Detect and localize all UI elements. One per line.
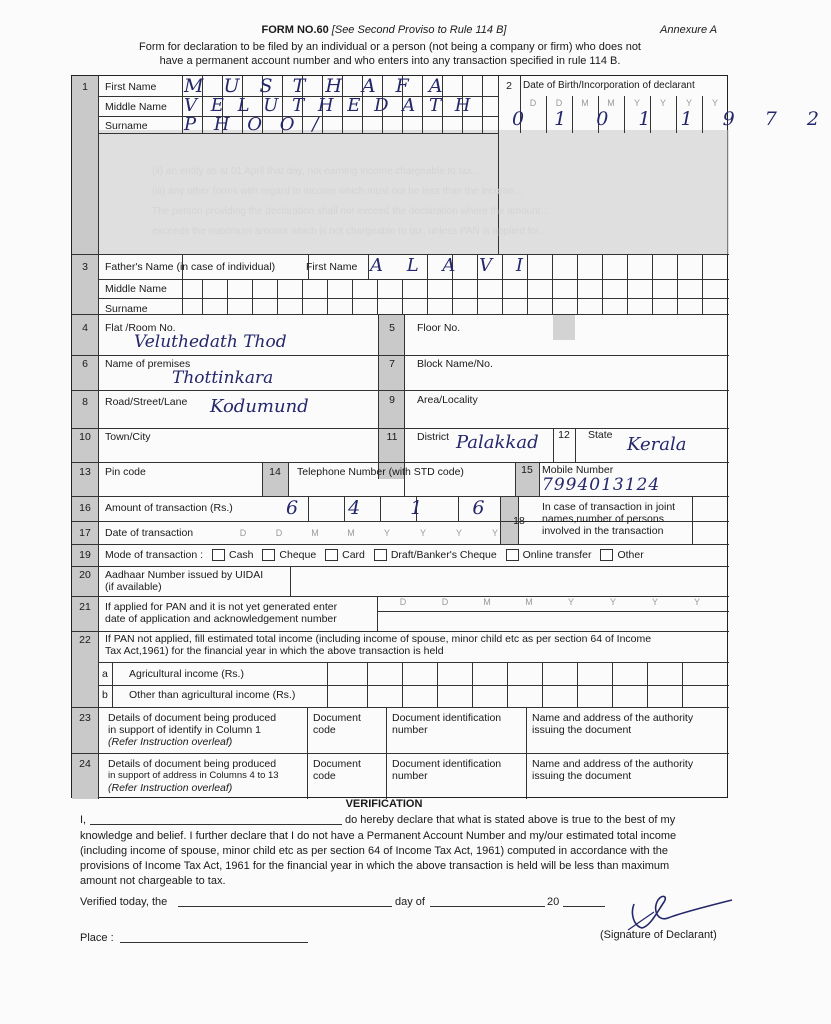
row-number: 18 — [513, 515, 525, 527]
father-first-name-value[interactable]: A L A V I — [370, 255, 532, 276]
pin-label: Pin code — [105, 466, 146, 478]
aadhaar-label: Aadhaar Number issued by UIDAI (if available) — [105, 569, 264, 593]
row-number: 23 — [79, 712, 91, 724]
row-number: 20 — [79, 569, 91, 581]
month-line[interactable] — [430, 906, 545, 907]
row-number: 14 — [269, 466, 281, 478]
form-60-table: (ii) an entity as at 01 April that day, not earning income chargeable to tax... (iii) any other forms with regard to income which must not be less than the income... The person providing the declaration shall not exceed the declaration where the amount... exceeds the maximum amount which is not chargeable to tax, unless PAN is applied for... 1 First Name M U S T H A F A Middle Name V E L U T H E D A T H Surname P H O O / 2 Date of Birth/Incorporation of declarant D D M M Y Y Y Y 0 1 0 1 1 9 7 2 3 Father's Name (in case of individual) First Name A L A V I Middle Name Surname 4 Flat /Room No. Veluthedath Thod 5 Floor No. 6 Name of premises Thottinkara 7 Block Name/No. 8 Road/Street/Lane Kodumund 9 Area/Locality 10 Town/City 11 District Palakkad 12 State Kerala 13 Pin code 14 Telephone Number (with STD code) 15 Mobile Number 7994013124 16 Amount of transaction (Rs.) 6 4 1 6 17 Date of transaction D D M M Y Y Y Y 18 In case of transaction in joint names,number of persons involved in the transaction 19 Mode of transaction : Cash Cheque Card Draft/Banker's Cheque Online transfer Other 20 Aadhaar Number issued by UIDAI (if available) 21 If applied for PAN and it is not yet generated enter date of application and acknowledgement number D D M M Y Y Y Y 22 If PAN not applied, fill estimated total income (including income of spouse, minor child etc as per section 64 of Income Tax Act,1961) for the financial year in which the above transaction is held a Agricultural income (Rs.) b Other than agricultural income (Rs.) 23 Details of document being produced in support of identify in Column 1 (Refer Instruction overleaf) Document code Document identification number Name and address of the authority issuing the document 24 Details of document being produced in support of address in Columns 4 to 13 (Refer Instruction overleaf) Document code Document identification number Name and address of the authority issuing the document — [71, 75, 728, 798]
row-number: 24 — [79, 758, 91, 770]
address-document-label: Details of document being produced in support of address in Columns 4 to 13 (Refer Instruction overleaf) — [108, 758, 279, 794]
row-number: 3 — [82, 261, 88, 273]
authority-header: Name and address of the authority issuing the document — [532, 712, 694, 736]
annexure-label: Annexure A — [660, 24, 718, 36]
declarant-name-line[interactable] — [90, 824, 342, 825]
verification-body: knowledge and belief. I further declare that I do not have a Permanent Account Number and my/our estimated total income (including income of spouse, minor child etc as per section 64 of Income Tax Act, 1961) computed in accordance with the provisions of Income Tax Act, 1961 for the financial year in which the above transaction is held will be less than maximum amount not chargeable to tax. — [80, 830, 677, 887]
father-name-label: Father's Name (in case of individual) — [105, 261, 276, 273]
area-label: Area/Locality — [417, 394, 478, 406]
online-transfer-checkbox[interactable] — [506, 549, 519, 561]
row-number: 15 — [521, 464, 533, 476]
surname-value[interactable]: P H O O / — [184, 114, 325, 135]
place-line[interactable] — [120, 942, 308, 943]
signature-label: (Signature of Declarant) — [600, 929, 717, 941]
road-value[interactable]: Kodumund — [210, 396, 309, 417]
document-id-header: Document identification number — [392, 758, 502, 782]
premises-value[interactable]: Thottinkara — [172, 368, 274, 388]
row-number: 7 — [389, 358, 395, 370]
verification-line1: do hereby declare that what is stated above is true to the best of my — [345, 814, 676, 826]
date-of-transaction-label: Date of transaction — [105, 527, 194, 539]
block-label: Block Name/No. — [417, 358, 493, 370]
row-number: 8 — [82, 396, 88, 408]
verified-today-label: Verified today, the — [80, 896, 168, 908]
agri-income-label: Agricultural income (Rs.) — [129, 668, 244, 680]
row-number: 9 — [389, 394, 395, 406]
surname-label: Surname — [105, 120, 148, 132]
row-number: 10 — [79, 431, 91, 443]
mode-of-transaction: Mode of transaction : Cash Cheque Card Draft/Banker's Cheque Online transfer Other — [105, 549, 644, 561]
form-title: FORM NO.60 [See Second Proviso to Rule 114 B] — [261, 24, 507, 36]
form-description: Form for declaration to be filed by an individual or a person (not being a company or firm) who does not have a permanent account number and who enters into any transaction specified in rule 114 B. — [139, 41, 641, 67]
verification-i: I, — [80, 814, 87, 826]
amount-label: Amount of transaction (Rs.) — [105, 502, 233, 514]
premises-label: Name of premises — [105, 358, 191, 370]
verified-date-line[interactable] — [178, 906, 392, 907]
joint-transaction-label: In case of transaction in joint names,number of persons involved in the transaction — [542, 501, 676, 537]
year-prefix: 20 — [547, 896, 560, 908]
father-surname-label: Surname — [105, 303, 148, 315]
row-number: 17 — [79, 527, 91, 539]
row-number: 4 — [82, 322, 88, 334]
card-checkbox[interactable] — [325, 549, 338, 561]
town-label: Town/City — [105, 431, 151, 443]
flat-label: Flat /Room No. — [105, 322, 176, 334]
father-first-name-label: First Name — [306, 261, 358, 273]
telephone-label: Telephone Number (with STD code) — [297, 466, 464, 478]
floor-label: Floor No. — [417, 322, 461, 334]
authority-header: Name and address of the authority issuing the document — [532, 758, 694, 782]
draft-checkbox[interactable] — [374, 549, 387, 561]
flat-value[interactable]: Veluthedath Thod — [134, 332, 287, 352]
pan-applied-label: If applied for PAN and it is not yet generated enter date of application and acknowledgement number — [105, 601, 338, 625]
other-checkbox[interactable] — [600, 549, 613, 561]
day-of-label: day of — [395, 896, 425, 908]
dob-value[interactable]: 0 1 0 1 1 9 7 2 — [512, 108, 831, 130]
agri-income-marker: a — [102, 668, 108, 680]
row-number: 21 — [79, 601, 91, 613]
state-label: State — [588, 429, 613, 441]
dob-label: Date of Birth/Incorporation of declarant — [523, 80, 695, 91]
cheque-checkbox[interactable] — [262, 549, 275, 561]
row-number: 1 — [82, 81, 88, 93]
row-number: 2 — [506, 80, 512, 92]
road-label: Road/Street/Lane — [105, 396, 188, 408]
identity-document-label: Details of document being produced in support of identify in Column 1 (Refer Instruction overleaf) — [108, 712, 277, 748]
row-number: 5 — [389, 322, 395, 334]
other-income-label: Other than agricultural income (Rs.) — [129, 689, 296, 701]
document-code-header: Document code — [313, 712, 361, 736]
year-line[interactable] — [563, 906, 605, 907]
mobile-value[interactable]: 7994013124 — [542, 475, 661, 495]
verification-title: VERIFICATION — [345, 798, 423, 810]
document-id-header: Document identification number — [392, 712, 502, 736]
document-code-header: Document code — [313, 758, 361, 782]
middle-name-label: Middle Name — [105, 101, 167, 113]
row-number: 6 — [82, 358, 88, 370]
district-value[interactable]: Palakkad — [456, 432, 539, 453]
state-value[interactable]: Kerala — [627, 434, 687, 455]
row-number: 11 — [386, 431, 398, 443]
other-income-marker: b — [102, 689, 108, 701]
row-number: 12 — [558, 429, 570, 441]
amount-value[interactable]: 6 4 1 6 — [286, 497, 507, 519]
row-number: 22 — [79, 634, 91, 646]
first-name-value[interactable]: M U S T H A F A — [184, 75, 450, 97]
place-label: Place : — [80, 932, 114, 944]
mobile-label: Mobile Number — [542, 464, 614, 476]
father-middle-name-label: Middle Name — [105, 283, 167, 295]
income-label: If PAN not applied, fill estimated total income (including income of spouse, minor child etc as per section 64 of Income Tax Act,1961) for the financial year in which the above transaction is held — [105, 633, 652, 657]
middle-name-value[interactable]: V E L U T H E D A T H — [184, 95, 475, 116]
row-number: 19 — [79, 549, 91, 561]
row-number: 13 — [79, 466, 91, 478]
row-number: 16 — [79, 502, 91, 514]
cash-checkbox[interactable] — [212, 549, 225, 561]
first-name-label: First Name — [105, 81, 157, 93]
district-label: District — [417, 431, 450, 443]
